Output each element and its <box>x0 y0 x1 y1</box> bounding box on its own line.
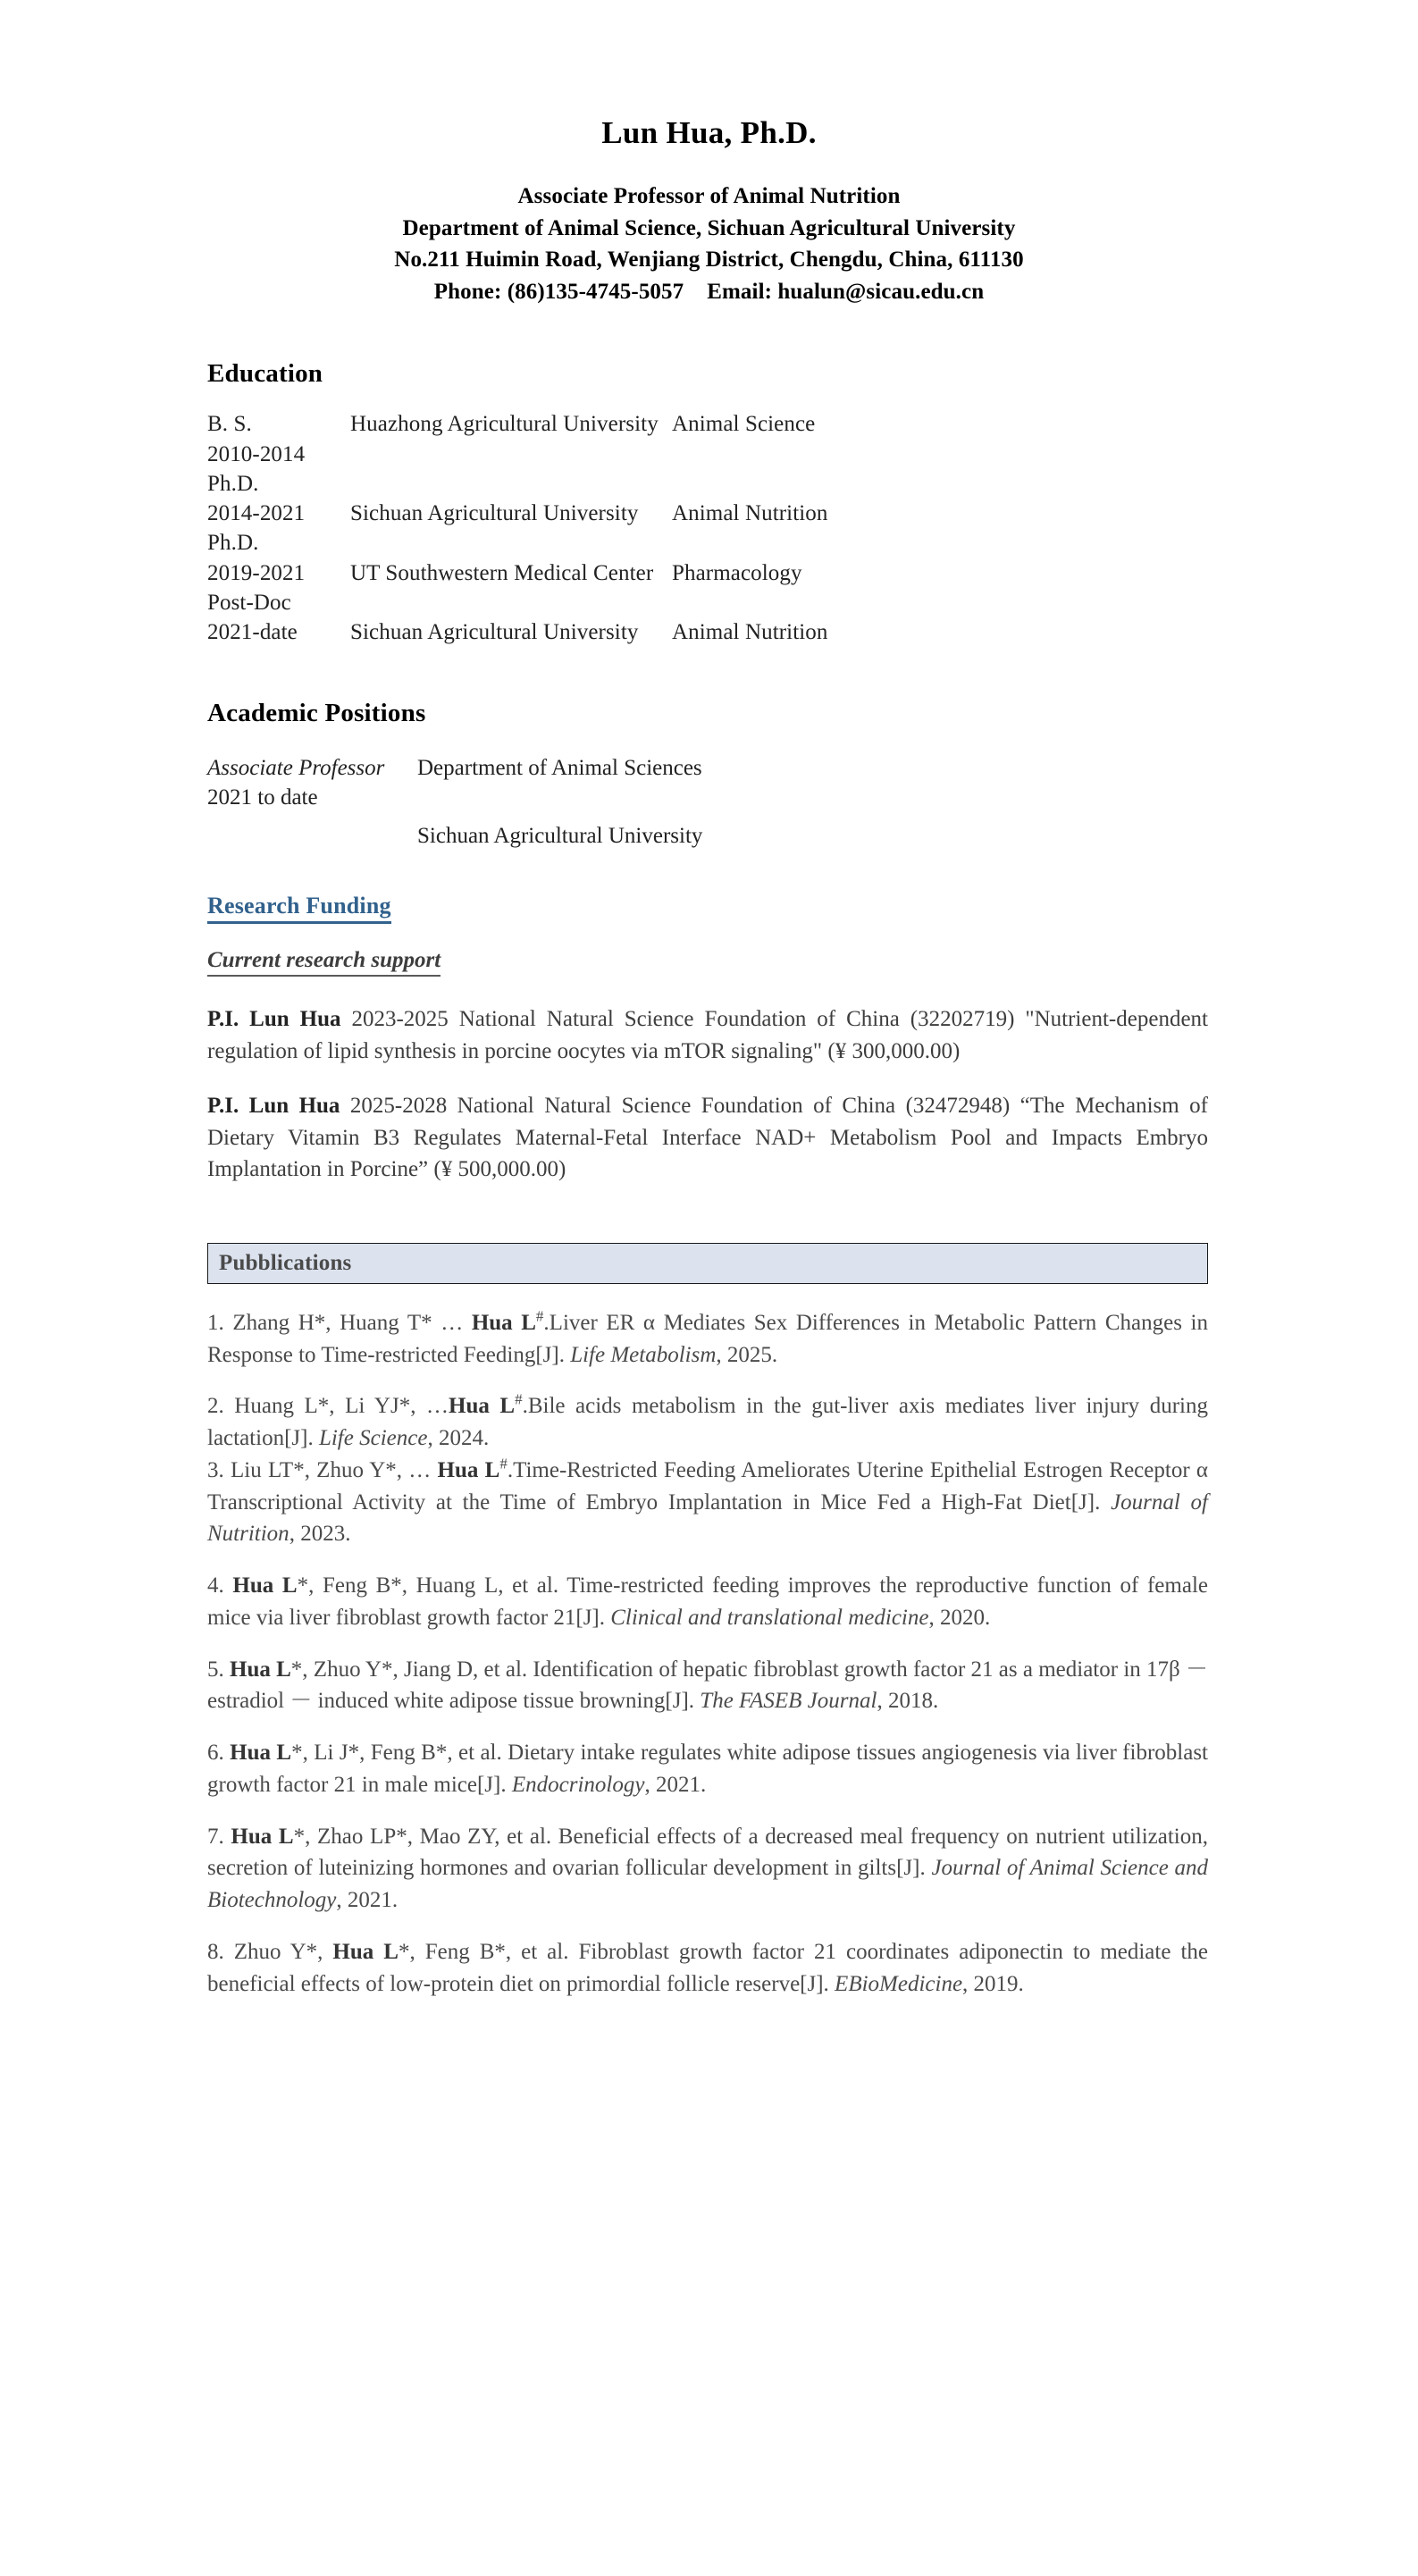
email-label: Email: hualun@sicau.edu.cn <box>707 279 985 304</box>
education-field: Animal Nutrition <box>672 501 828 525</box>
research-funding-section <box>207 892 1208 1186</box>
section-title-education: Education <box>207 359 323 388</box>
publication-year: , 2020. <box>928 1605 991 1630</box>
publication-number: 8. <box>207 1939 224 1964</box>
publication-journal: Life Metabolism <box>570 1342 717 1367</box>
education-field: Animal Nutrition <box>672 620 828 644</box>
position-row <box>207 783 1208 812</box>
publication-author-highlight: Hua L <box>231 1824 294 1849</box>
grant-details: 2025-2028 National Natural Science Foundation of China (32472948) “The Mechanism of Dietary Vitamin B3 Regulates Maternal-Fetal Interface NAD+ Metabolism Pool and Impacts Embryo Implantation in Porcine” (¥ 500,000.00) <box>207 1094 1208 1182</box>
publication-year: , 2018. <box>877 1689 939 1714</box>
education-row <box>207 588 1208 617</box>
publication-item <box>207 1390 1208 1455</box>
grant-role: P.I. Lun Hua <box>207 1007 341 1032</box>
publication-authors-pre: Zhang H*, Huang T* … <box>223 1310 472 1335</box>
publication-journal: Life Science <box>318 1426 428 1451</box>
publications-banner <box>207 1243 1208 1284</box>
publication-item <box>207 1654 1208 1718</box>
publication-year: , 2021. <box>336 1888 399 1913</box>
publication-year: , 2021. <box>644 1772 707 1797</box>
publication-author-marker: # <box>499 1455 508 1473</box>
education-row <box>207 409 1208 439</box>
education-institution: Sichuan Agricultural University <box>350 501 639 525</box>
education-row <box>207 617 1208 647</box>
publication-year: , 2024. <box>427 1426 490 1451</box>
publication-number: 1. <box>207 1310 224 1335</box>
education-institution: Huazhong Agricultural University <box>350 412 659 437</box>
section-title-publications: Pubblications <box>219 1251 352 1276</box>
publication-author-highlight: Hua L <box>449 1394 516 1419</box>
header-department-line: Department of Animal Science, Sichuan Agricultural University <box>402 215 1016 240</box>
publication-author-highlight: Hua L <box>230 1657 291 1682</box>
publication-author-highlight: Hua L <box>437 1457 500 1482</box>
publication-author-highlight: Hua L <box>471 1310 536 1335</box>
publication-journal: Journal of Nutrition <box>207 1489 1209 1547</box>
education-degree: 2010-2014 <box>207 441 306 466</box>
publication-number: 5. <box>207 1657 224 1682</box>
education-degree: 2019-2021 <box>207 560 306 585</box>
publication-title: *, Feng B*, et al. Fibroblast growth factor 21 coordinates adiponectin to mediate the beneficial effects of low-protein diet on primordial follicle reserve[J]. <box>207 1939 1208 1996</box>
subsection-current-research-support: Current research support <box>207 947 441 977</box>
publication-title: *, Feng B*, Huang L, et al. Time-restricted feeding improves the reproductive function of female mice via liver fibroblast growth factor 21[J]. <box>207 1573 1208 1630</box>
grant-details: 2023-2025 National Natural Science Foundation of China (32202719) "Nutrient-dependent regulation of lipid synthesis in porcine oocytes via mTOR signaling" (¥ 300,000.00) <box>207 1007 1208 1063</box>
education-degree: B. S. <box>207 412 252 437</box>
cv-content <box>207 357 1208 2000</box>
publication-title: *, Zhao LP*, Mao ZY, et al. Beneficial effects of a decreased meal frequency on nutrient utilization, secretion of luteinizing hormones and ovarian follicular development in gilts[J]. <box>207 1824 1209 1881</box>
publication-journal: Journal of Animal Science and Biotechnology <box>207 1856 1209 1913</box>
positions-list <box>207 753 1208 852</box>
publications-list <box>207 1307 1208 2001</box>
education-degree: 2021-date <box>207 620 298 644</box>
education-degree: Ph.D. <box>207 531 259 556</box>
publication-authors-pre <box>224 1573 233 1598</box>
publication-year: , 2025. <box>716 1342 778 1367</box>
publication-item <box>207 1307 1208 1372</box>
publication-number: 2. <box>207 1394 224 1419</box>
position-university: Sichuan Agricultural University <box>417 824 703 848</box>
education-degree: Post-Doc <box>207 590 291 615</box>
education-row <box>207 499 1208 528</box>
education-degree: Ph.D. <box>207 471 259 496</box>
publication-number: 7. <box>207 1824 224 1849</box>
publication-authors-pre: Huang L*, Li YJ*, … <box>223 1394 449 1419</box>
publication-number: 3. <box>207 1457 224 1482</box>
education-degree: 2014-2021 <box>207 501 306 525</box>
publication-title: *, Zhuo Y*, Jiang D, et al. Identification of hepatic fibroblast growth factor 21 as a mediator in 17β － estradiol － induced white adipose tissue browning[J]. <box>207 1657 1208 1714</box>
position-dates: 2021 to date <box>207 785 318 810</box>
section-title-academic-positions: Academic Positions <box>207 699 426 728</box>
publication-title: .Time-Restricted Feeding Ameliorates Uterine Epithelial Estrogen Receptor α Transcriptional Activity at the Time of Embryo Implantation in Mice Fed a High-Fat Diet[J]. <box>207 1457 1208 1515</box>
publication-journal: Clinical and translational medicine <box>610 1605 929 1630</box>
education-field: Animal Science <box>672 412 816 437</box>
education-field: Pharmacology <box>672 560 802 585</box>
publication-year: , 2019. <box>962 1971 1024 1996</box>
education-institution: Sichuan Agricultural University <box>350 620 639 644</box>
publication-year: , 2023. <box>289 1522 351 1547</box>
publication-item <box>207 1455 1208 1550</box>
cv-header <box>0 0 1418 307</box>
header-contact-line <box>0 276 1418 308</box>
section-title-research-funding: Research Funding <box>207 892 391 924</box>
phone-label: Phone: (86)135-4745-5057 <box>433 279 684 304</box>
header-address-line: No.211 Huimin Road, Wenjiang District, Chengdu, China, 611130 <box>394 248 1024 272</box>
publication-journal: The FASEB Journal <box>700 1689 877 1714</box>
publication-author-highlight: Hua L <box>232 1573 298 1598</box>
grant-role: P.I. Lun Hua <box>207 1094 340 1119</box>
grant-entry <box>207 1090 1208 1186</box>
publication-author-marker: # <box>515 1391 523 1409</box>
publication-journal: Endocrinology <box>511 1772 645 1797</box>
education-list <box>207 409 1208 647</box>
publication-number: 6. <box>207 1741 224 1766</box>
publication-author-marker: # <box>535 1307 544 1325</box>
publication-author-highlight: Hua L <box>332 1939 399 1964</box>
page-title: Lun Hua, Ph.D. <box>601 115 817 150</box>
education-row <box>207 440 1208 469</box>
publication-item <box>207 1570 1208 1634</box>
publication-number: 4. <box>207 1573 224 1598</box>
grant-entry <box>207 1003 1208 1067</box>
publication-author-highlight: Hua L <box>230 1741 292 1766</box>
header-position-line: Associate Professor of Animal Nutrition <box>517 184 901 208</box>
education-row <box>207 528 1208 558</box>
education-row <box>207 469 1208 499</box>
publication-authors-pre: Liu LT*, Zhuo Y*, … <box>223 1457 438 1482</box>
publication-item <box>207 1821 1208 1917</box>
publication-title: .Liver ER α Mediates Sex Differences in Metabolic Pattern Changes in Response to Time-restricted Feeding[J]. <box>207 1310 1208 1367</box>
position-row <box>207 821 1208 851</box>
publication-journal: EBioMedicine <box>835 1971 963 1996</box>
publication-title: .Bile acids metabolism in the gut-liver axis mediates liver injury during lactation[J]. <box>207 1394 1208 1451</box>
publication-item <box>207 1936 1208 2001</box>
education-row <box>207 558 1208 588</box>
education-institution: UT Southwestern Medical Center <box>350 560 654 585</box>
position-row <box>207 753 1208 783</box>
publication-item <box>207 1737 1208 1801</box>
position-title: Associate Professor <box>207 755 385 780</box>
publication-authors-pre: Zhuo Y*, <box>223 1939 333 1964</box>
publication-title: *, Li J*, Feng B*, et al. Dietary intake regulates white adipose tissues angiogenesis via liver fibroblast growth factor 21 in male mice[J]. <box>207 1741 1208 1797</box>
position-org: Department of Animal Sciences <box>417 755 702 780</box>
